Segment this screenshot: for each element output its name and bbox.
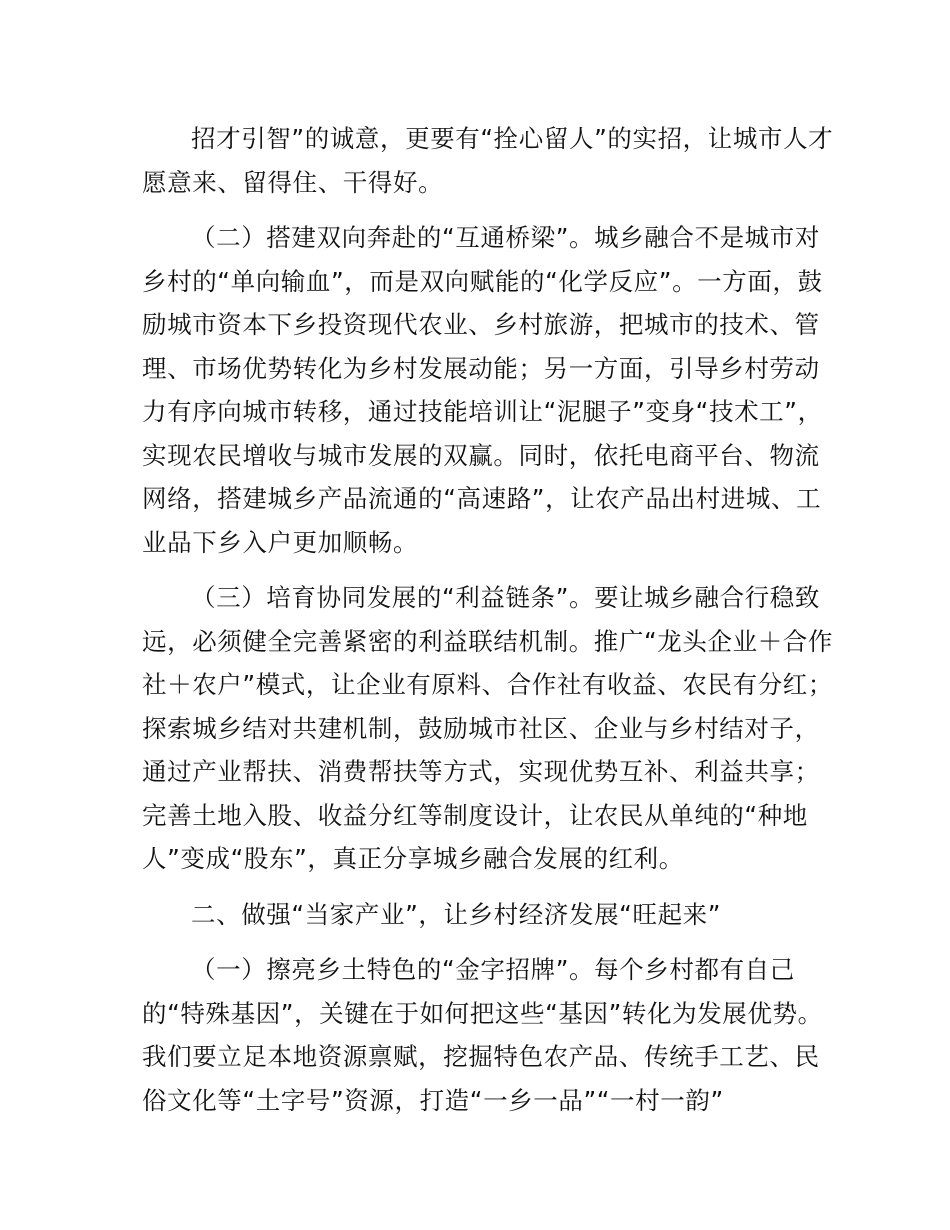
document-body [142,117,842,1134]
paragraph-two-way-bridge: （二）搭建双向奔赴的“互通桥梁”。城乡融合不是城市对乡村的“单向输血”，而是双向赋能的“化学反应”。一方面，鼓励城市资本下乡投资现代农业、乡村旅游，把城市的技术、管理、市场优势转化为乡村发展动能；另一方面，引导乡村劳动力有序向城市转移，通过技能培训让“泥腿子”变身“技术工”，实现农民增收与城市发展的双赢。同时，依托电商平台、物流网络，搭建城乡产品流通的“高速路”，让农产品出村进城、工业品下乡入户更加顺畅。 [142,223,823,557]
paragraph-talent-continuation: 招才引智”的诚意，更要有“拴心留人”的实招，让城市人才愿意来、留得住、干得好。 [142,124,834,197]
paragraph-interest-chain: （三）培育协同发展的“利益链条”。要让城乡融合行稳致远，必须健全完善紧密的利益联结机制。推广“龙头企业＋合作社＋农户”模式，让企业有原料、合作社有收益、农民有分红；探索城乡结对共建机制，鼓励城市社区、企业与乡村结对子，通过产业帮扶、消费帮扶等方式，实现优势互补、利益共享；完善土地入股、收益分红等制度设计，让农民从单纯的“种地人”变成“股东”，真正分享城乡融合发展的红利。 [142,583,833,873]
section-heading-industry: 二、做强“当家产业”，让乡村经济发展“旺起来” [191,899,722,929]
paragraph-local-brand: （一）擦亮乡土特色的“金字招牌”。每个乡村都有自己的“特殊基因”，关键在于如何把这些“基因”转化为发展优势。我们要立足本地资源禀赋，挖掘特色农产品、传统手工艺、民俗文化等“土字号”资源，打造“一乡一品”“一村一韵” [142,955,823,1115]
